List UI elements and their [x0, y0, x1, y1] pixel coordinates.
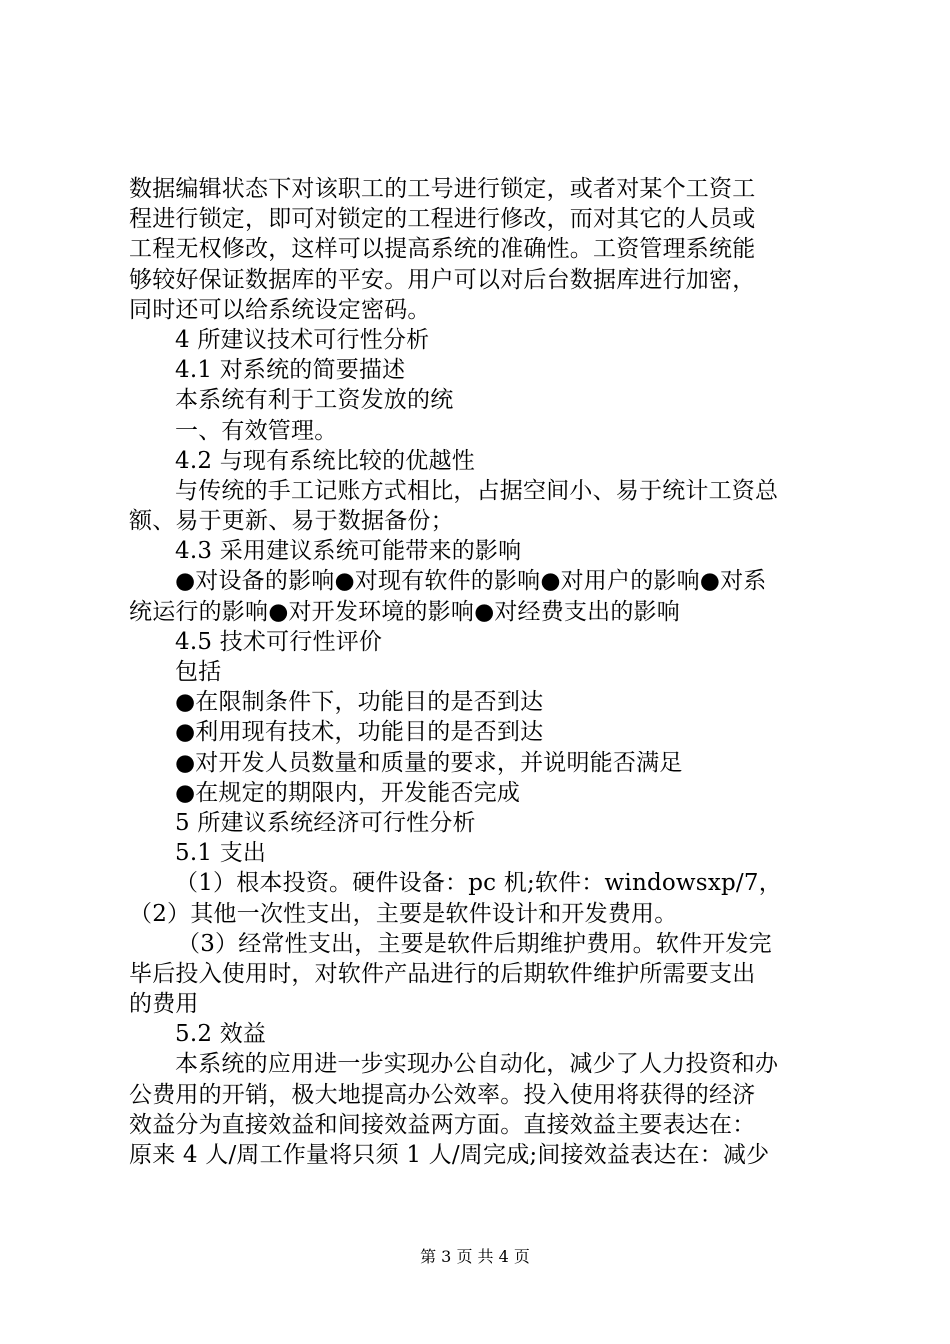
- subsection-heading: 4.1 对系统的简要描述: [175, 357, 406, 384]
- body-line: 程进行锁定，即可对锁定的工程进行修改，而对其它的人员或: [129, 206, 756, 233]
- section-heading: 5 所建议系统经济可行性分析: [175, 809, 476, 836]
- bullet-item: ●在限制条件下，功能目的是否到达: [175, 689, 544, 716]
- body-line: 额、易于更新、易于数据备份；: [129, 508, 454, 535]
- page-footer: 第 3 页 共 4 页: [420, 1247, 530, 1266]
- body-line: 工程无权修改，这样可以提高系统的准确性。工资管理系统能: [129, 236, 756, 263]
- bullet-line: ●对设备的影响●对现有软件的影响●对用户的影响●对系: [175, 568, 767, 595]
- section-heading: 4 所建议技术可行性分析: [175, 326, 430, 353]
- body-line: 本系统有利于工资发放的统: [175, 387, 454, 414]
- subsection-heading: 5.2 效益: [175, 1021, 267, 1048]
- body-line: 一、有效管理。: [175, 417, 338, 444]
- body-line: （2）其他一次性支出，主要是软件设计和开发费用。: [129, 900, 678, 927]
- body-line: 效益分为直接效益和间接效益两方面。直接效益主要表达在：: [129, 1111, 756, 1138]
- subsection-heading: 4.2 与现有系统比较的优越性: [175, 447, 475, 474]
- body-line: （3）经常性支出，主要是软件后期维护费用。软件开发完: [177, 930, 772, 957]
- subsection-heading: 4.5 技术可行性评价: [175, 628, 383, 655]
- body-line: 数据编辑状态下对该职工的工号进行锁定，或者对某个工资工: [129, 176, 756, 202]
- body-line: 公费用的开销，极大地提高办公效率。投入使用将获得的经济: [129, 1081, 756, 1108]
- body-line: 原来 4 人/周工作量将只须 1 人/周完成;间接效益表达在：减少: [129, 1142, 770, 1168]
- document-body: [129, 174, 834, 1170]
- subsection-heading: 5.1 支出: [175, 840, 267, 867]
- body-line: 的费用: [129, 991, 199, 1018]
- bullet-item: ●对开发人员数量和质量的要求，并说明能否满足: [175, 749, 683, 776]
- subsection-heading: 4.3 采用建议系统可能带来的影响: [175, 538, 522, 565]
- body-line: （1）根本投资。硬件设备：pc 机;软件：windowsxp/7，: [175, 870, 782, 897]
- bullet-item: ●在规定的期限内，开发能否完成: [175, 779, 521, 806]
- body-line: 本系统的应用进一步实现办公自动化，减少了人力投资和办: [175, 1051, 779, 1078]
- body-line: 包括: [175, 659, 222, 685]
- body-line: 同时还可以给系统设定密码。: [129, 296, 431, 323]
- bullet-line: 统运行的影响●对开发环境的影响●对经费支出的影响: [129, 598, 680, 625]
- body-line: 毕后投入使用时，对软件产品进行的后期软件维护所需要支出: [129, 960, 756, 987]
- bullet-item: ●利用现有技术，功能目的是否到达: [175, 719, 544, 746]
- body-line: 够较好保证数据库的平安。用户可以对后台数据库进行加密，: [129, 266, 756, 293]
- body-line: 与传统的手工记账方式相比，占据空间小、易于统计工资总: [175, 477, 779, 504]
